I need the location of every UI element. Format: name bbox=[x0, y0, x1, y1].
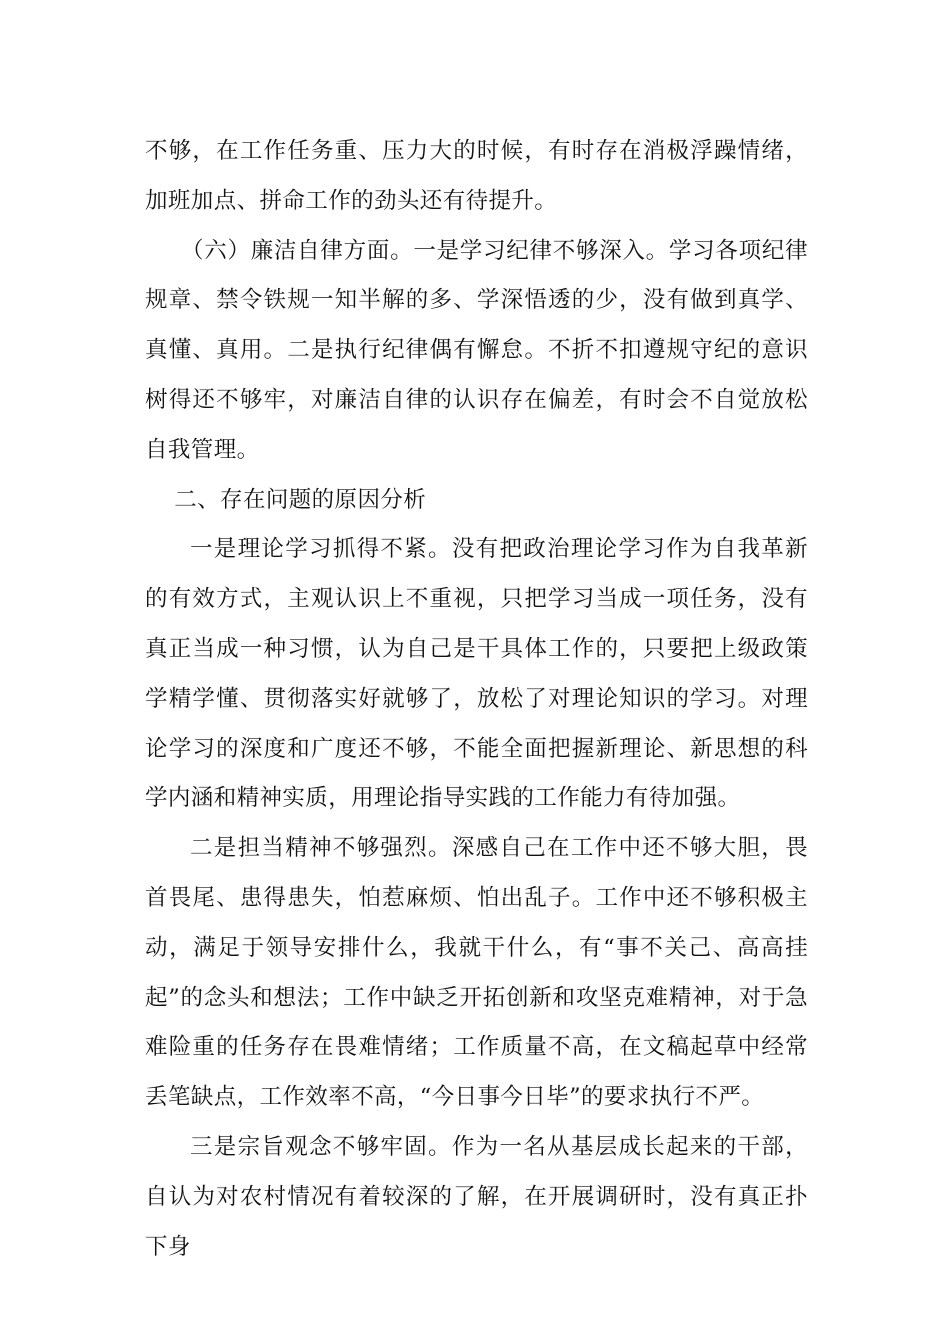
document-body bbox=[145, 127, 808, 1272]
section-heading-cause-analysis: 二、存在问题的原因分析 bbox=[174, 486, 427, 513]
paragraph-integrity-self-discipline: （六）廉洁自律方面。一是学习纪律不够深入。学习各项纪律规章、禁令铁规一知半解的多、学深悟透的少，没有做到真学、真懂、真用。二是执行纪律偶有懈怠。不折不扣遵规守纪的意识树得还不够牢，对廉洁自律的认识存在偏差，有时会不自觉放松自我管理。 bbox=[145, 237, 808, 463]
paragraph-responsibility-spirit: 二是担当精神不够强烈。深感自己在工作中还不够大胆，畏首畏尾、患得患失，怕惹麻烦、怕出乱子。工作中还不够积极主动，满足于领导安排什么，我就干什么，有“事不关己、高高挂起”的念头和想法；工作中缺乏开拓创新和攻坚克难精神，对于急难险重的任务存在畏难情绪；工作质量不高，在文稿起草中经常丢笔缺点，工作效率不高，“今日事今日毕”的要求执行不严。 bbox=[145, 835, 808, 1111]
paragraph-purpose-concept: 三是宗旨观念不够牢固。作为一名从基层成长起来的干部，自认为对农村情况有着较深的了解，在开展调研时，没有真正扑下身 bbox=[145, 1133, 808, 1260]
paragraph-theory-study: 一是理论学习抓得不紧。没有把政治理论学习作为自我革新的有效方式，主观认识上不重视，只把学习当成一项任务，没有真正当成一种习惯，认为自己是干具体工作的，只要把上级政策学精学懂、贯彻落实好就够了，放松了对理论知识的学习。对理论学习的深度和广度还不够，不能全面把握新理论、新思想的科学内涵和精神实质，用理论指导实践的工作能力有待加强。 bbox=[145, 536, 808, 812]
paragraph-continued: 不够，在工作任务重、压力大的时候，有时存在消极浮躁情绪，加班加点、拼命工作的劲头还有待提升。 bbox=[145, 138, 808, 214]
